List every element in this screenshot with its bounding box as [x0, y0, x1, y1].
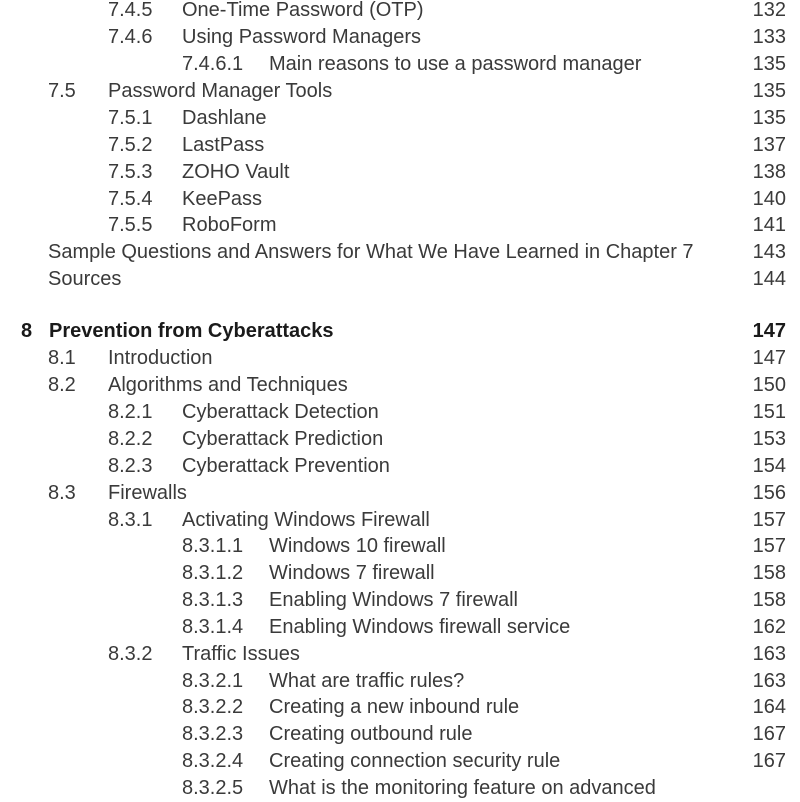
toc-entry[interactable] [0, 533, 800, 560]
toc-entry-number: 8.3.2.3 [182, 723, 244, 745]
toc-entry-page-number: 147 [752, 347, 786, 369]
toc-entry-title: KeePass [182, 188, 263, 210]
toc-entry[interactable] [0, 78, 800, 105]
toc-entry-page-number: 135 [752, 80, 786, 102]
toc-entry-title: Cyberattack Prediction [182, 428, 384, 450]
toc-entry-title: Firewalls [108, 482, 187, 504]
toc-entry[interactable] [0, 748, 800, 775]
toc-entry[interactable] [0, 159, 800, 186]
toc-entry-title: Windows 7 firewall [269, 562, 435, 584]
toc-entry[interactable] [0, 453, 800, 480]
toc-entry[interactable] [0, 668, 800, 695]
toc-entry[interactable] [0, 51, 800, 78]
toc-entry-page-number: 154 [752, 455, 786, 477]
toc-entry-number: 8 [21, 320, 33, 342]
toc-entry-title: Windows 10 firewall [269, 535, 446, 557]
toc-entry-title: Dashlane [182, 107, 267, 129]
toc-entry-title: RoboForm [182, 214, 277, 236]
toc-entry-title: Main reasons to use a password manager [269, 53, 642, 75]
toc-entry-page-number: 151 [752, 401, 786, 423]
toc-entry-page-number: 158 [752, 589, 786, 611]
toc-entry-title: Sources [48, 268, 122, 290]
toc-entry[interactable] [0, 0, 800, 24]
toc-entry-number: 8.3.2 [108, 643, 153, 665]
toc-entry-page-number: 162 [752, 616, 786, 638]
toc-entry-number: 7.4.6 [108, 26, 153, 48]
toc-entry[interactable] [0, 614, 800, 641]
toc-entry[interactable] [0, 186, 800, 213]
toc-entry[interactable] [0, 426, 800, 453]
toc-entry-number: 8.3.1.3 [182, 589, 244, 611]
toc-entry-number: 7.5.5 [108, 214, 153, 236]
toc-entry-page-number: 158 [752, 562, 786, 584]
toc-entry-title: Creating connection security rule [269, 750, 561, 772]
toc-entry[interactable] [0, 105, 800, 132]
toc-entry-page-number: 135 [752, 53, 786, 75]
toc-entry-title: Prevention from Cyberattacks [49, 320, 334, 342]
toc-entry[interactable] [0, 480, 800, 507]
toc-entry[interactable] [0, 721, 800, 748]
toc-entry-number: 8.3.2.4 [182, 750, 244, 772]
toc-entry-title: Traffic Issues [182, 643, 300, 665]
toc-entry-title: One-Time Password (OTP) [182, 0, 424, 21]
toc-entry-number: 8.3.2.5 [182, 777, 244, 799]
toc-entry[interactable] [0, 24, 800, 51]
toc-entry-page-number: 135 [752, 107, 786, 129]
toc-entry[interactable] [0, 507, 800, 534]
toc-entry-number: 8.3.1.2 [182, 562, 244, 584]
toc-entry-number: 8.3.1 [108, 509, 153, 531]
toc-entry-page-number: 163 [752, 670, 786, 692]
toc-entry[interactable] [0, 372, 800, 399]
toc-entry-number: 8.2.3 [108, 455, 153, 477]
toc-entry-number: 8.1 [48, 347, 76, 369]
toc-entry-title: Using Password Managers [182, 26, 421, 48]
toc-entry[interactable] [0, 775, 800, 802]
toc-entry[interactable] [0, 694, 800, 721]
toc-entry-number: 8.3 [48, 482, 76, 504]
toc-entry-page-number: 147 [752, 320, 786, 342]
toc-entry-title: ZOHO Vault [182, 161, 290, 183]
toc-entry-number: 8.3.2.2 [182, 696, 244, 718]
toc-entry[interactable] [0, 345, 800, 372]
toc-entry-title: Introduction [108, 347, 213, 369]
toc-entry-title: Cyberattack Detection [182, 401, 379, 423]
toc-entry-page-number: 157 [752, 535, 786, 557]
toc-entry-page-number: 164 [752, 696, 786, 718]
toc-entry-page-number: 144 [752, 268, 786, 290]
toc-entry-number: 7.5.4 [108, 188, 153, 210]
toc-entry-number: 8.2.1 [108, 401, 153, 423]
toc-entry-title: Enabling Windows 7 firewall [269, 589, 519, 611]
toc-entry-title: Enabling Windows firewall service [269, 616, 571, 638]
toc-entry[interactable] [0, 587, 800, 614]
toc-entry-page-number: 163 [752, 643, 786, 665]
toc-entry[interactable] [0, 212, 800, 239]
toc-entry[interactable] [0, 399, 800, 426]
toc-entry-page-number: 132 [752, 0, 786, 21]
toc-entry[interactable] [0, 641, 800, 668]
toc-entry-page-number: 167 [752, 750, 786, 772]
toc-entry-page-number: 138 [752, 161, 786, 183]
toc-entry-title: LastPass [182, 134, 265, 156]
toc-entry-title: Algorithms and Techniques [108, 374, 348, 396]
toc-entry-number: 8.2 [48, 374, 76, 396]
toc-entry-page-number: 137 [752, 134, 786, 156]
toc-entry-number: 7.5 [48, 80, 76, 102]
toc-entry[interactable] [0, 132, 800, 159]
toc-entry-number: 8.3.1.4 [182, 616, 244, 638]
toc-entry-page-number: 156 [752, 482, 786, 504]
toc-entry-page-number: 133 [752, 26, 786, 48]
toc-entry-number: 7.5.2 [108, 134, 153, 156]
toc-entry-page-number: 143 [752, 241, 786, 263]
toc-entry-page-number: 167 [752, 723, 786, 745]
toc-entry-number: 7.5.1 [108, 107, 153, 129]
toc-entry-number: 7.4.6.1 [182, 53, 244, 75]
toc-entry-page-number: 141 [752, 214, 786, 236]
toc-entry-number: 8.2.2 [108, 428, 153, 450]
toc-entry-title: Password Manager Tools [108, 80, 333, 102]
toc-entry-title: What are traffic rules? [269, 670, 465, 692]
toc-entry-page-number: 157 [752, 509, 786, 531]
toc-entry-number: 7.5.3 [108, 161, 153, 183]
toc-entry[interactable] [0, 560, 800, 587]
toc-entry-title: Activating Windows Firewall [182, 509, 430, 531]
toc-entry-title: Creating a new inbound rule [269, 696, 520, 718]
toc-entry-title: Sample Questions and Answers for What We Have Learned in Chapter 7 [48, 241, 694, 263]
toc-entry-page-number: 153 [752, 428, 786, 450]
toc-entry-number: 8.3.2.1 [182, 670, 244, 692]
toc-entry-number: 8.3.1.1 [182, 535, 244, 557]
toc-entry[interactable] [0, 239, 800, 266]
toc-entry-page-number: 140 [752, 188, 786, 210]
toc-entry-number: 7.4.5 [108, 0, 153, 21]
toc-entry[interactable] [0, 266, 800, 293]
toc-entry-title: What is the monitoring feature on advanced [269, 777, 656, 799]
toc-entry-page-number: 150 [752, 374, 786, 396]
toc-chapter-entry[interactable] [0, 318, 800, 345]
toc-entry-title: Cyberattack Prevention [182, 455, 390, 477]
toc-entry-title: Creating outbound rule [269, 723, 473, 745]
